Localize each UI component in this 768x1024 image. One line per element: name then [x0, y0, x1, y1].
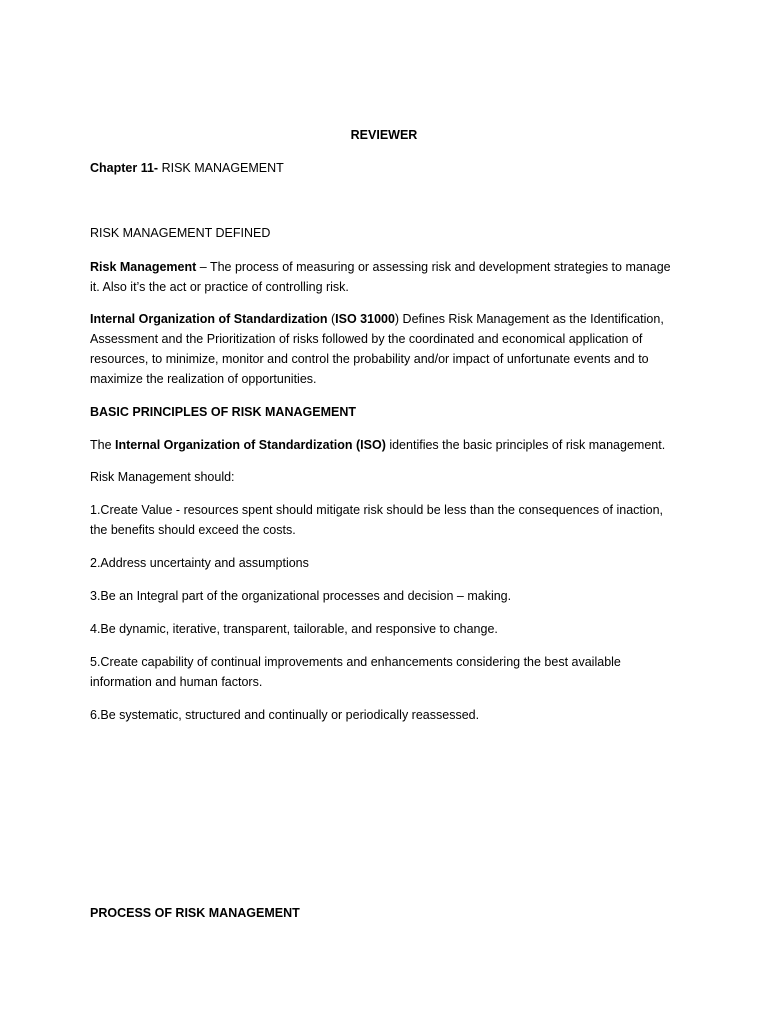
principle-item-6: 6.Be systematic, structured and continually or periodically reassessed. — [90, 708, 480, 722]
iso-definition — [90, 309, 680, 389]
iso-text: ) Defines Risk Management as the Identification, Assessment and the Prioritization of risks followed by the coordinated and economical application of resources, to minimize, monitor and control the probability and/or impact of unfortunate events and to maximize the realization of opportunities. — [90, 312, 664, 386]
risk-management-text: – The process of measuring or assessing risk and development strategies to manage it. Also it’s the act or practice of controlling risk. — [90, 260, 671, 294]
section-heading-process — [90, 903, 680, 923]
principle-item-3: 3.Be an Integral part of the organizational processes and decision – making. — [90, 589, 512, 603]
section-heading-defined: RISK MANAGEMENT DEFINED — [90, 226, 271, 240]
document-title: REVIEWER — [350, 128, 418, 142]
principles-intro-pre: The — [90, 438, 116, 452]
chapter-heading — [90, 158, 680, 178]
principles-intro-term: Internal Organization of Standardization (ISO) — [115, 438, 386, 452]
iso-open-paren: ( — [327, 312, 336, 326]
iso-term: Internal Organization of Standardization — [90, 312, 328, 326]
chapter-text: RISK MANAGEMENT — [158, 161, 284, 175]
chapter-label: Chapter 11- — [90, 161, 159, 175]
principle-item-5: 5.Create capability of continual improvements and enhancements considering the best available information and human factors. — [90, 655, 621, 689]
risk-management-term: Risk Management — [90, 260, 197, 274]
should-label: Risk Management should: — [90, 470, 235, 484]
principles-intro — [90, 435, 680, 455]
iso-code: ISO 31000 — [335, 312, 395, 326]
section-heading-principles — [90, 402, 680, 422]
section-heading-principles-text: BASIC PRINCIPLES OF RISK MANAGEMENT — [90, 405, 356, 419]
principles-intro-text: identifies the basic principles of risk management. — [385, 438, 666, 452]
principle-item-1: 1.Create Value - resources spent should mitigate risk should be less than the consequences of inaction, the benefits should exceed the costs. — [90, 503, 664, 537]
principle-item-4: 4.Be dynamic, iterative, transparent, tailorable, and responsive to change. — [90, 622, 498, 636]
principle-item-2: 2.Address uncertainty and assumptions — [90, 556, 309, 570]
section-heading-process-text: PROCESS OF RISK MANAGEMENT — [90, 906, 300, 920]
risk-management-definition — [90, 257, 680, 297]
